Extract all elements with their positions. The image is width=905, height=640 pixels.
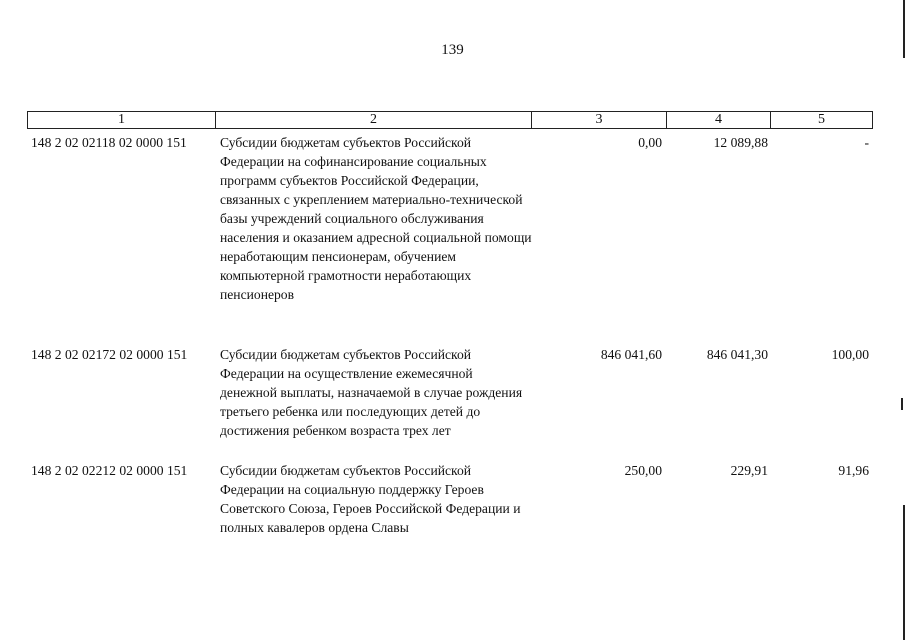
header-cell-5: 5: [818, 112, 825, 127]
budget-code: 148 2 02 02172 02 0000 151: [31, 347, 188, 362]
value-col-3: 250,00: [624, 463, 662, 478]
value-col-4: 846 041,30: [706, 347, 768, 362]
header-cell-4: 4: [667, 112, 771, 128]
header-cell-2: 2: [216, 112, 532, 128]
value-col-5: 100,00: [831, 347, 869, 362]
budget-code: 148 2 02 02212 02 0000 151: [31, 463, 188, 478]
item-description: Субсидии бюджетам субъектов Российской Федерации на осуществление ежемесячной денежной выплаты, назначаемой в случае рождения третьего ребенка или последующих детей до достижения ребенком возраста трех лет: [220, 347, 523, 438]
item-description: Субсидии бюджетам субъектов Российской Федерации на софинансирование социальных программ субъектов Российской Федерации, связанных с укреплением материально-технической базы учреждений социального обслуживания населения и оказанием адресной социальной помощи неработающим пенсионерам, обучением компьютерной грамотности неработающих пенсионеров: [220, 135, 532, 302]
page-number: 139: [441, 42, 464, 58]
scan-edge-mark: [901, 398, 903, 410]
header-cell-3: 3: [532, 112, 667, 128]
value-col-5: 91,96: [838, 463, 869, 478]
table-header-row: [27, 111, 873, 129]
header-cell-1: 1: [28, 112, 216, 128]
value-col-3: 0,00: [638, 135, 662, 150]
item-description: Субсидии бюджетам субъектов Российской Федерации на социальную поддержку Героев Советского Союза, Героев Российской Федерации и полных кавалеров ордена Славы: [220, 463, 521, 535]
value-col-3: 846 041,60: [600, 347, 662, 362]
budget-code: 148 2 02 02118 02 0000 151: [31, 135, 187, 150]
value-col-5: -: [864, 135, 869, 150]
value-col-4: 12 089,88: [713, 135, 768, 150]
value-col-4: 229,91: [730, 463, 768, 478]
